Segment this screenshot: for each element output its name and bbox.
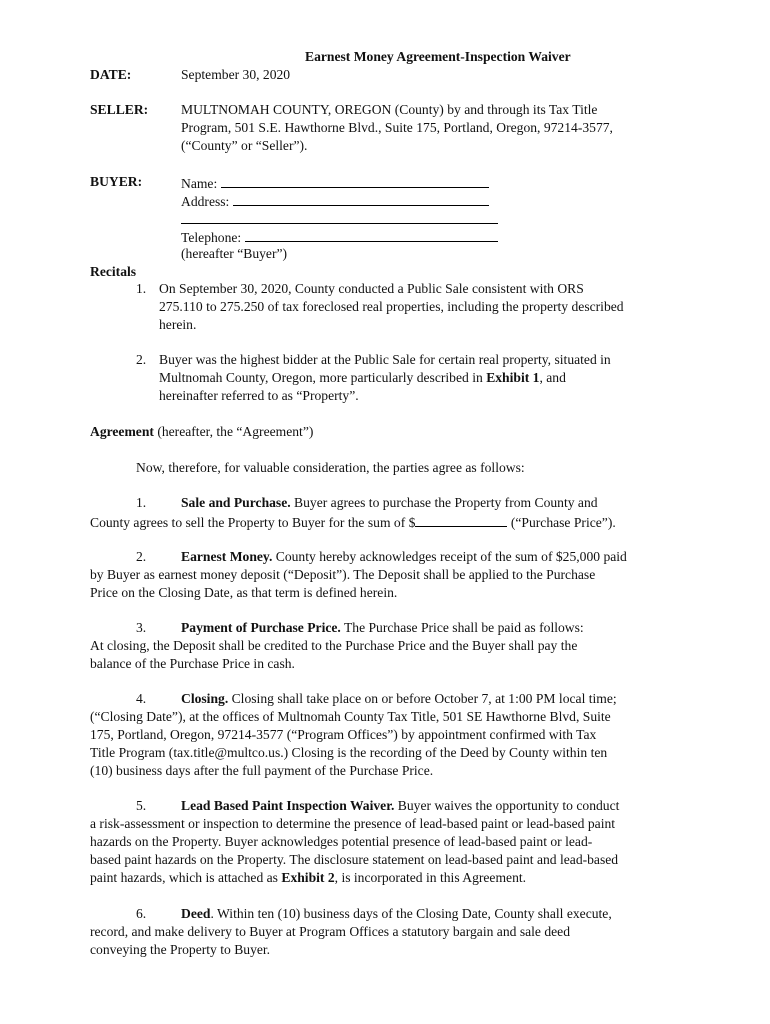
section-1: 1. Sale and Purchase. Buyer agrees to purchase the Property from County and County agrees to sell the Property to Buyer for the sum of $ (“Purchase Price”).	[90, 495, 616, 530]
recital-line: 275.110 to 275.250 of tax foreclosed real properties, including the property described	[159, 299, 624, 314]
section-6: 6. Deed. Within ten (10) business days of the Closing Date, County shall execute, record, and make delivery to Buyer at Program Offices a statutory bargain and sale deed conveying the Property to Buyer.	[90, 906, 612, 957]
section-title: Payment of Purchase Price.	[181, 620, 341, 635]
seller-line: (“County” or “Seller”).	[181, 138, 308, 153]
buyer-label: BUYER:	[90, 174, 143, 189]
date-value: September 30, 2020	[181, 67, 291, 82]
section-4: 4. Closing. Closing shall take place on or before October 7, at 1:00 PM local time; (“Closing Date”), at the offices of Multnomah County Tax Title, 501 SE Hawthorne Blvd, Suite 175, Portland, Oregon, 97214-3577 (“Program Offices”) by appointment confirmed with Tax Title Program (tax.title@multco.us.) Closing is the recording of the Deed by County within ten (10) business days after the full payment of the Purchase Price.	[90, 691, 617, 778]
recital-line: Buyer was the highest bidder at the Public Sale for certain real property, situated in	[159, 352, 611, 367]
buyer-address-row	[181, 191, 489, 211]
document-title: Earnest Money Agreement-Inspection Waiver	[305, 49, 571, 64]
address-field-line-2[interactable]	[181, 209, 498, 224]
recital-number: 1.	[136, 281, 147, 296]
recital-line: Multnomah County, Oregon, more particularly described in Exhibit 1, and	[159, 370, 566, 385]
exhibit-1-ref: Exhibit 1	[486, 370, 540, 385]
recital-line: hereinafter referred to as “Property”.	[159, 388, 359, 403]
section-title: Closing.	[181, 691, 229, 706]
section-title: Lead Based Paint Inspection Waiver.	[181, 798, 395, 813]
recitals-heading: Recitals	[90, 264, 137, 279]
name-label: Name:	[181, 176, 218, 191]
buyer-address-row-2	[181, 209, 498, 229]
seller-label: SELLER:	[90, 102, 149, 117]
name-field[interactable]	[221, 173, 489, 188]
recital-line: herein.	[159, 317, 197, 332]
buyer-name-row	[181, 173, 489, 193]
agreement-heading: Agreement (hereafter, the “Agreement”)	[90, 424, 314, 439]
date-label: DATE:	[90, 67, 132, 82]
section-5: 5. Lead Based Paint Inspection Waiver. Buyer waives the opportunity to conduct a risk-assessment or inspection to determine the presence of lead-based paint or lead-based paint hazards on the Property. Buyer acknowledges potential presence of lead-based paint or lead- based paint hazards on the Property. The disclosure statement on lead-based paint and lead-based paint hazards, which is attached as Exhibit 2, is incorporated in this Agreement.	[90, 798, 620, 885]
hereafter-buyer: (hereafter “Buyer”)	[181, 246, 288, 261]
buyer-telephone-row	[181, 227, 498, 247]
exhibit-2-ref: Exhibit 2	[281, 870, 335, 885]
section-title: Sale and Purchase.	[181, 495, 291, 510]
telephone-field[interactable]	[245, 227, 498, 242]
telephone-label: Telephone:	[181, 230, 242, 245]
recital-line: On September 30, 2020, County conducted a Public Sale consistent with ORS	[159, 281, 584, 296]
address-field[interactable]	[233, 191, 489, 206]
section-3: 3. Payment of Purchase Price. The Purchase Price shall be paid as follows: At closing, the Deposit shall be credited to the Purchase Price and the Buyer shall pay the balance of the Purchase Price in cash.	[90, 620, 584, 671]
recital-number: 2.	[136, 352, 147, 367]
seller-line: Program, 501 S.E. Hawthorne Blvd., Suite 175, Portland, Oregon, 97214-3577,	[181, 120, 613, 135]
purchase-price-field[interactable]	[415, 512, 507, 527]
section-title: Deed	[181, 906, 211, 921]
section-2: 2. Earnest Money. County hereby acknowledges receipt of the sum of $25,000 paid by Buyer as earnest money deposit (“Deposit”). The Deposit shall be applied to the Purchase Price on the Closing Date, as that term is defined herein.	[90, 549, 627, 600]
section-title: Earnest Money.	[181, 549, 273, 564]
agreement-intro: Now, therefore, for valuable consideration, the parties agree as follows:	[136, 460, 525, 475]
address-label: Address:	[181, 194, 230, 209]
seller-line: MULTNOMAH COUNTY, OREGON (County) by and through its Tax Title	[181, 102, 598, 117]
